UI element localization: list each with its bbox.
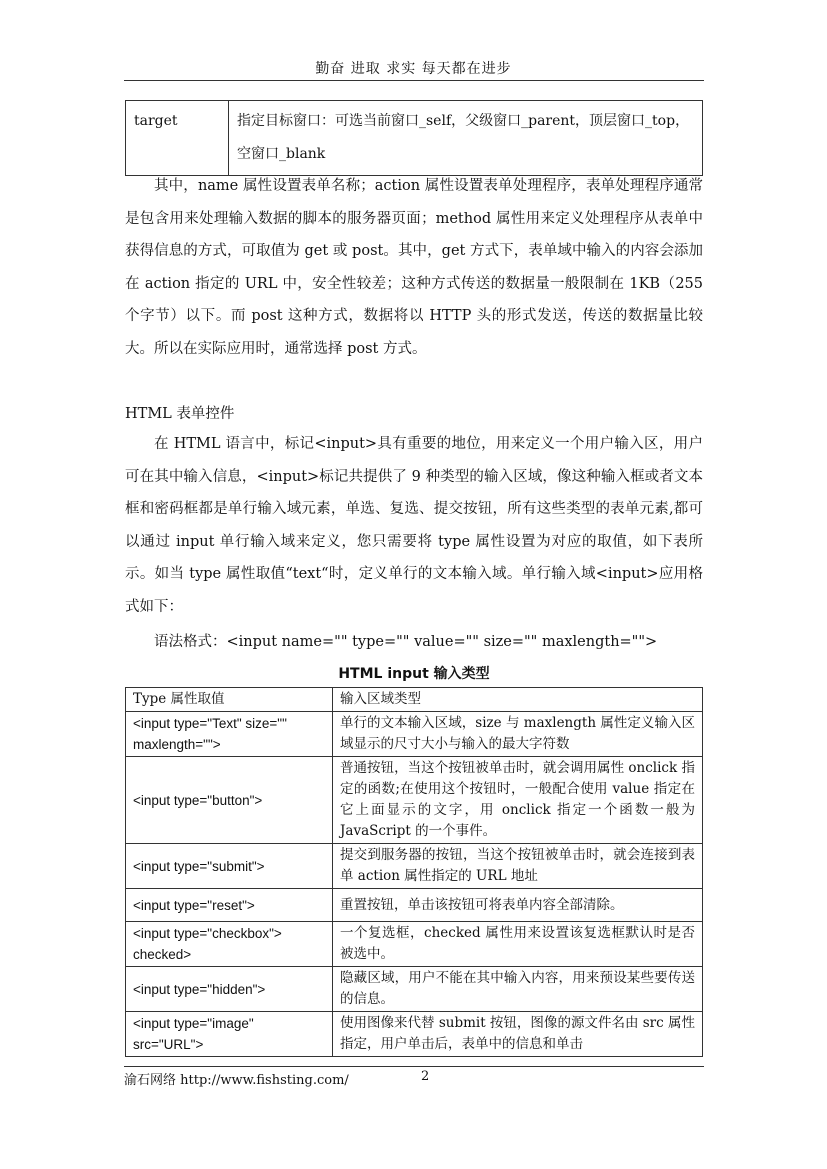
input-types-table [125,687,703,1057]
desc-cell: 单行的文本输入区域，size 与 maxlength 属性定义输入区域显示的尺寸大小与输入的最大字符数 [333,712,703,757]
section-title: HTML 表单控件 [125,406,235,422]
desc-cell: 重置按钮，单击该按钮可将表单内容全部清除。 [333,889,703,922]
footer-site: 渝石网络 http://www.fishsting.com/ [124,1073,349,1088]
footer-divider [124,1066,704,1067]
attr-desc-cell: 指定目标窗口：可选当前窗口_self，父级窗口_parent，顶层窗口_top，空窗口_blank [229,101,703,176]
table-row [126,1012,703,1057]
attr-name-cell: target [126,101,229,176]
table-row [126,757,703,844]
type-cell: <input type="checkbox"> checked> [126,922,333,967]
table-row [126,922,703,967]
desc-cell: 普通按钮，当这个按钮被单击时，就会调用属性 onclick 指定的函数;在使用这个按钮时，一般配合使用 value 指定在它上面显示的文字，用 onclick 指定一个函数一般为 JavaScript 的一个事件。 [333,757,703,844]
header-cell-type: Type 属性取值 [126,688,333,712]
table-header-row [126,688,703,712]
header-cell-desc: 输入区域类型 [333,688,703,712]
form-attributes-table [125,100,703,176]
type-cell: <input type="image" src="URL"> [126,1012,333,1057]
type-cell: <input type="Text" size="" maxlength=""> [126,712,333,757]
syntax-line: 语法格式：<input name="" type="" value="" size="" maxlength=""> [154,634,658,650]
table-row [126,712,703,757]
form-attributes-paragraph: 其中，name 属性设置表单名称；action 属性设置表单处理程序，表单处理程序通常是包含用来处理输入数据的脚本的服务器页面；method 属性用来定义处理程序从表单中获得信息的方式，可取值为 get 或 post。其中，get 方式下，表单域中输入的内容会添加在 action 指定的 URL 中，安全性较差；这种方式传送的数据量一般限制在 1KB（255 个字节）以下。而 post 这种方式，数据将以 HTTP 头的形式发送，传送的数据量比较大。所以在实际应用时，通常选择 post 方式。 [125,178,703,357]
table-row [126,967,703,1012]
input-intro-paragraph: 在 HTML 语言中，标记<input>具有重要的地位，用来定义一个用户输入区，用户可在其中输入信息，<input>标记共提供了 9 种类型的输入区域，像这种输入框或者文本框和密码框都是单行输入域元素，单选、复选、提交按钮，所有这些类型的表单元素,都可以通过 input 单行输入域来定义，您只需要将 type 属性设置为对应的取值，如下表所示。如当 type 属性取值“text“时，定义单行的文本输入域。单行输入域<input>应用格式如下： [125,436,703,615]
type-cell: <input type="reset"> [126,889,333,922]
table-caption: HTML input 输入类型 [338,666,490,682]
page-number: 2 [421,1069,430,1084]
desc-cell: 提交到服务器的按钮，当这个按钮被单击时，就会连接到表单 action 属性指定的 URL 地址 [333,844,703,889]
header-motto: 勤奋 进取 求实 每天都在进步 [315,61,512,77]
desc-cell: 隐藏区域，用户不能在其中输入内容，用来预设某些要传送的信息。 [333,967,703,1012]
header-divider [124,80,704,81]
table-row [126,889,703,922]
table-row [126,101,703,176]
type-cell: <input type="hidden"> [126,967,333,1012]
type-cell: <input type="submit"> [126,844,333,889]
desc-cell: 使用图像来代替 submit 按钮，图像的源文件名由 src 属性指定，用户单击后，表单中的信息和单击 [333,1012,703,1057]
type-cell: <input type="button"> [126,757,333,844]
desc-cell: 一个复选框，checked 属性用来设置该复选框默认时是否被选中。 [333,922,703,967]
table-row [126,844,703,889]
